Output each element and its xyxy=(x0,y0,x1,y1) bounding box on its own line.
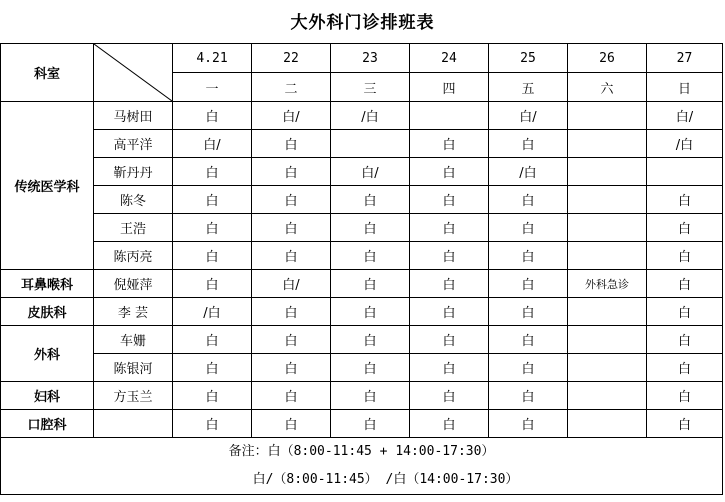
shift-cell: 白 xyxy=(331,270,410,298)
shift-cell xyxy=(568,354,647,382)
doctor-row xyxy=(1,326,723,354)
shift-cell: 白 xyxy=(489,214,568,242)
doctor-name-cell: 马树田 xyxy=(94,102,173,130)
weekday-cell: 日 xyxy=(647,73,723,102)
shift-cell: 白 xyxy=(410,242,489,270)
shift-cell: 白 xyxy=(331,242,410,270)
notes-cell xyxy=(1,438,723,495)
weekday-cell: 四 xyxy=(410,73,489,102)
doctor-name-cell: 陈银河 xyxy=(94,354,173,382)
shift-cell: 白 xyxy=(173,270,252,298)
department-cell: 皮肤科 xyxy=(1,298,94,326)
weekday-cell: 三 xyxy=(331,73,410,102)
shift-cell: 白 xyxy=(489,270,568,298)
shift-cell: 白 xyxy=(647,298,723,326)
department-cell: 外科 xyxy=(1,326,94,382)
shift-cell: 白 xyxy=(647,242,723,270)
shift-cell xyxy=(568,410,647,438)
department-cell: 口腔科 xyxy=(1,410,94,438)
shift-cell: 白 xyxy=(173,214,252,242)
shift-cell: 白/ xyxy=(647,102,723,130)
shift-cell: 白 xyxy=(252,158,331,186)
shift-cell xyxy=(410,102,489,130)
doctor-name-cell: 靳丹丹 xyxy=(94,158,173,186)
shift-cell: /白 xyxy=(331,102,410,130)
doctor-row xyxy=(1,158,723,186)
shift-cell: 白/ xyxy=(489,102,568,130)
doctor-name-cell: 车姗 xyxy=(94,326,173,354)
shift-cell: 白 xyxy=(647,270,723,298)
shift-cell: 白 xyxy=(410,130,489,158)
date-cell: 22 xyxy=(252,44,331,73)
shift-cell: 白 xyxy=(410,158,489,186)
shift-cell: 白 xyxy=(173,158,252,186)
date-cell: 23 xyxy=(331,44,410,73)
shift-cell xyxy=(568,186,647,214)
shift-cell xyxy=(568,242,647,270)
doctor-row xyxy=(1,270,723,298)
doctor-row xyxy=(1,186,723,214)
shift-cell: 白/ xyxy=(331,158,410,186)
shift-cell xyxy=(568,158,647,186)
shift-cell: 白 xyxy=(647,354,723,382)
shift-cell: 白 xyxy=(647,214,723,242)
shift-cell xyxy=(568,130,647,158)
shift-cell: 白 xyxy=(489,410,568,438)
shift-cell: 白 xyxy=(331,382,410,410)
shift-cell: 白 xyxy=(410,410,489,438)
shift-cell: 白 xyxy=(173,242,252,270)
doctor-name-cell: 高平洋 xyxy=(94,130,173,158)
shift-cell: 白/ xyxy=(252,270,331,298)
shift-cell: 白 xyxy=(489,354,568,382)
doctor-name-cell: 李 芸 xyxy=(94,298,173,326)
date-cell: 24 xyxy=(410,44,489,73)
doctor-name-cell: 王浩 xyxy=(94,214,173,242)
shift-cell: 白 xyxy=(252,382,331,410)
shift-cell: 白 xyxy=(252,326,331,354)
doctor-row xyxy=(1,242,723,270)
shift-cell: 白 xyxy=(489,186,568,214)
header-row-dates xyxy=(1,44,723,73)
shift-cell: 白 xyxy=(410,354,489,382)
weekday-cell: 五 xyxy=(489,73,568,102)
doctor-row xyxy=(1,410,723,438)
shift-cell: 白 xyxy=(252,242,331,270)
shift-cell: 白 xyxy=(252,214,331,242)
shift-cell: 白 xyxy=(489,298,568,326)
shift-cell: 白 xyxy=(410,270,489,298)
shift-cell: 白 xyxy=(489,242,568,270)
shift-cell: 白 xyxy=(173,326,252,354)
shift-cell xyxy=(568,102,647,130)
department-cell: 妇科 xyxy=(1,382,94,410)
shift-cell: 白 xyxy=(173,354,252,382)
doctor-row xyxy=(1,354,723,382)
shift-cell xyxy=(568,326,647,354)
shift-cell: 白 xyxy=(489,382,568,410)
doctor-name-cell xyxy=(94,410,173,438)
shift-cell: 白 xyxy=(489,326,568,354)
date-cell: 25 xyxy=(489,44,568,73)
shift-cell: 白 xyxy=(173,410,252,438)
shift-cell: 白 xyxy=(173,186,252,214)
shift-cell xyxy=(568,298,647,326)
shift-cell: 白/ xyxy=(252,102,331,130)
shift-cell: 白 xyxy=(410,214,489,242)
shift-cell: 白 xyxy=(410,382,489,410)
shift-cell: 白 xyxy=(252,298,331,326)
department-cell: 耳鼻喉科 xyxy=(1,270,94,298)
doctor-row xyxy=(1,382,723,410)
shift-cell: 白 xyxy=(252,130,331,158)
weekday-cell: 一 xyxy=(173,73,252,102)
shift-cell: 白/ xyxy=(173,130,252,158)
shift-cell: 白 xyxy=(252,354,331,382)
shift-cell: 白 xyxy=(647,326,723,354)
shift-cell: 白 xyxy=(252,410,331,438)
schedule-table xyxy=(0,43,723,495)
doctor-name-cell: 陈冬 xyxy=(94,186,173,214)
shift-cell: 白 xyxy=(173,382,252,410)
date-cell: 27 xyxy=(647,44,723,73)
corner-diagonal xyxy=(94,44,173,102)
shift-cell xyxy=(647,158,723,186)
shift-cell: /白 xyxy=(647,130,723,158)
department-cell: 传统医学科 xyxy=(1,102,94,270)
doctor-name-cell: 倪娅萍 xyxy=(94,270,173,298)
shift-cell: 白 xyxy=(410,298,489,326)
doctor-name-cell: 方玉兰 xyxy=(94,382,173,410)
weekday-cell: 二 xyxy=(252,73,331,102)
shift-cell: 白 xyxy=(647,382,723,410)
doctor-row xyxy=(1,102,723,130)
shift-cell: 白 xyxy=(252,186,331,214)
weekday-cell: 六 xyxy=(568,73,647,102)
dept-header: 科室 xyxy=(1,44,94,102)
shift-cell xyxy=(331,130,410,158)
shift-cell: 白 xyxy=(173,102,252,130)
doctor-name-cell: 陈丙亮 xyxy=(94,242,173,270)
shift-cell: 白 xyxy=(410,326,489,354)
shift-cell: 白 xyxy=(489,130,568,158)
shift-cell xyxy=(568,214,647,242)
shift-cell: 白 xyxy=(331,186,410,214)
shift-cell: 白 xyxy=(331,214,410,242)
note-line-1: 备注：白（8:00-11:45 + 14:00-17:30） xyxy=(228,444,495,459)
shift-cell: /白 xyxy=(489,158,568,186)
date-cell: 4.21 xyxy=(173,44,252,73)
date-cell: 26 xyxy=(568,44,647,73)
doctor-row xyxy=(1,298,723,326)
shift-cell: 白 xyxy=(331,410,410,438)
shift-cell: /白 xyxy=(173,298,252,326)
schedule-title: 大外科门诊排班表 xyxy=(290,13,435,33)
shift-cell xyxy=(568,382,647,410)
shift-cell: 外科急诊 xyxy=(568,270,647,298)
shift-cell: 白 xyxy=(331,326,410,354)
shift-cell: 白 xyxy=(647,410,723,438)
doctor-row xyxy=(1,214,723,242)
shift-cell: 白 xyxy=(410,186,489,214)
note-line-2: 白/（8:00-11:45） /白（14:00-17:30） xyxy=(252,472,519,487)
shift-cell: 白 xyxy=(331,298,410,326)
doctor-row xyxy=(1,130,723,158)
notes-row xyxy=(1,438,723,495)
shift-cell: 白 xyxy=(331,354,410,382)
shift-cell: 白 xyxy=(647,186,723,214)
